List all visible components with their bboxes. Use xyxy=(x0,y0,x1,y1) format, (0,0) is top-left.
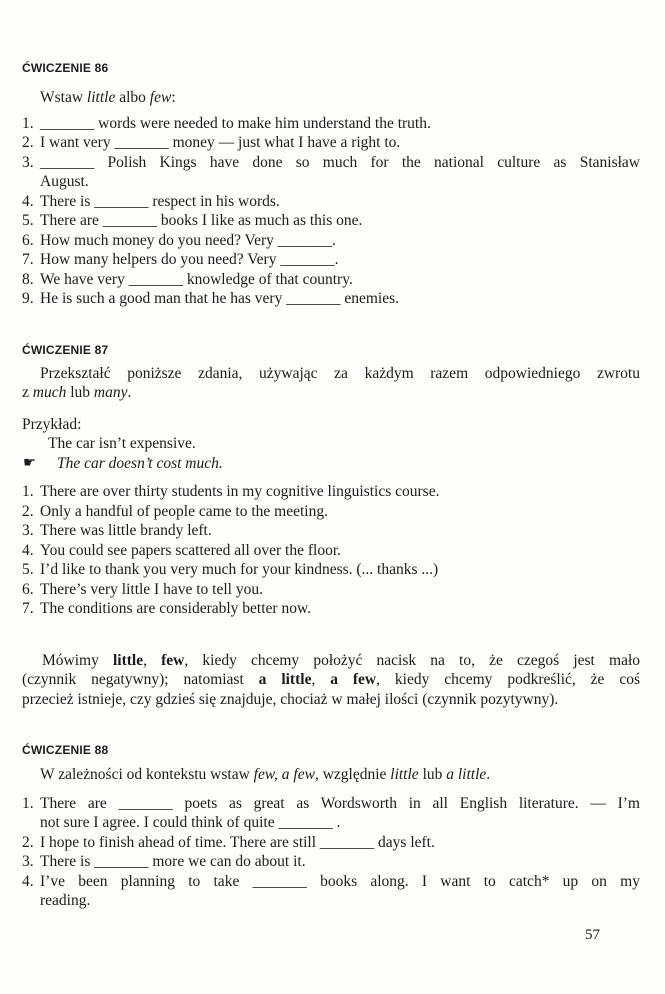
item-text: There is _______ more we can do about it. xyxy=(40,853,306,870)
item-text xyxy=(40,794,640,833)
example-result-row xyxy=(22,454,640,474)
term-much: much xyxy=(32,384,67,401)
instruction-text: , względnie xyxy=(314,766,391,783)
item-number: 3. xyxy=(22,853,34,870)
exercise-item xyxy=(22,133,640,153)
note-text: , kiedy chcemy położyć nacisk na to, że czegoś jest mało xyxy=(184,651,641,669)
note-text: , xyxy=(143,651,162,669)
exercise-88-instruction xyxy=(22,765,640,785)
item-text: _______ words were needed to make him understand the truth. xyxy=(40,114,431,132)
term-few: few xyxy=(149,89,172,106)
item-number: 8. xyxy=(22,270,34,288)
item-number: 3. xyxy=(22,153,34,171)
item-line: _______ Polish Kings have done so much for the national culture as Stanisław xyxy=(40,153,640,171)
item-number: 7. xyxy=(22,251,34,268)
item-text: There are over thirty students in my cognitive linguistics course. xyxy=(40,483,440,500)
note-line: przecież istnieje, czy gdzieś się znajduje, chociaż w małej ilości (czynnik pozytywny). xyxy=(22,690,559,708)
exercise-item xyxy=(22,153,640,192)
instruction-text: Wstaw xyxy=(40,89,87,106)
item-number: 6. xyxy=(22,580,34,598)
exercise-item xyxy=(22,541,640,561)
instruction-line: Przekształć poniższe zdania, używając za każdym razem odpowiedniego zwrotu xyxy=(40,364,640,382)
item-text: There was little brandy left. xyxy=(40,522,212,539)
term-little: little xyxy=(86,89,116,106)
term-little: little xyxy=(390,766,419,783)
item-number: 7. xyxy=(22,600,34,617)
note-text: , kiedy chcemy podkreślić, że coś xyxy=(376,671,640,688)
term-few-bold: few xyxy=(161,651,185,669)
term-a-little-bold: a little xyxy=(258,671,312,688)
instruction-text: . xyxy=(127,384,132,401)
item-text xyxy=(40,872,640,911)
exercise-87-header: ĆWICZENIE 87 xyxy=(22,342,109,357)
exercise-item xyxy=(22,521,640,541)
item-text: I’d like to thank you very much for your kindness. (... thanks ...) xyxy=(40,561,439,578)
item-number: 3. xyxy=(22,522,34,539)
term-few-a-few: few, a few xyxy=(253,766,315,783)
exercise-86-header: ĆWICZENIE 86 xyxy=(22,61,109,75)
instruction-text: . xyxy=(486,766,491,783)
item-number: 1. xyxy=(22,483,34,500)
item-text: How many helpers do you need? Very _______. xyxy=(40,251,339,268)
example-source-sentence: The car isn’t expensive. xyxy=(48,435,196,452)
item-number: 5. xyxy=(22,212,34,229)
example-label: Przykład: xyxy=(22,415,82,433)
exercise-87-instruction xyxy=(22,364,640,403)
item-text: Only a handful of people came to the meeting. xyxy=(40,502,328,520)
exercise-87-list xyxy=(22,482,640,619)
item-number: 9. xyxy=(22,290,34,307)
exercise-item xyxy=(22,250,640,270)
exercise-88-header: ĆWICZENIE 88 xyxy=(22,743,109,757)
exercise-86-instruction xyxy=(22,88,640,108)
item-number: 6. xyxy=(22,231,34,249)
note-text: Mówimy xyxy=(42,651,113,669)
exercise-item xyxy=(22,192,640,212)
exercise-item xyxy=(22,599,640,619)
item-number: 4. xyxy=(22,192,34,210)
item-text: I hope to finish ahead of time. There are still _______ days left. xyxy=(40,833,435,851)
instruction-text: lub xyxy=(66,384,94,401)
term-many: many xyxy=(93,384,128,401)
item-text: There’s very little I have to tell you. xyxy=(40,580,263,598)
item-text: We have very _______ knowledge of that country. xyxy=(40,270,353,288)
manicule-icon: ☛ xyxy=(23,454,36,471)
exercise-item xyxy=(22,270,640,290)
instruction-text: lub xyxy=(418,766,447,783)
item-number: 4. xyxy=(22,872,34,890)
exercise-item xyxy=(22,114,640,134)
item-text: I want very _______ money — just what I have a right to. xyxy=(40,134,401,151)
item-line: not sure I agree. I could think of quite _______ . xyxy=(40,814,341,831)
item-number: 1. xyxy=(22,794,34,812)
item-text: The conditions are considerably better now. xyxy=(40,600,312,617)
item-number: 2. xyxy=(22,833,34,851)
exercise-item xyxy=(22,502,640,522)
exercise-item xyxy=(22,560,640,580)
exercise-item xyxy=(22,852,640,872)
item-line: reading. xyxy=(40,892,91,909)
exercise-item xyxy=(22,872,640,911)
item-number: 2. xyxy=(22,502,34,520)
term-a-few-bold: a few xyxy=(330,671,377,688)
instruction-text: W zależności od kontekstu wstaw xyxy=(40,766,254,783)
item-number: 4. xyxy=(22,541,34,559)
item-text: There is _______ respect in his words. xyxy=(40,192,280,210)
term-a-little: a little xyxy=(446,766,487,783)
item-text: How much money do you need? Very _______. xyxy=(40,231,336,249)
exercise-88-list xyxy=(22,794,640,911)
grammar-note xyxy=(22,651,640,710)
item-line: I’ve been planning to take _______ books along. I want to catch* up on my xyxy=(40,872,640,890)
example-result-sentence: The car doesn’t cost much. xyxy=(57,454,223,472)
item-line: August. xyxy=(40,173,89,190)
item-number: 1. xyxy=(22,114,34,132)
instruction-line xyxy=(22,383,640,403)
note-text: (czynnik negatywny); natomiast xyxy=(22,671,259,688)
exercise-item xyxy=(22,833,640,853)
instruction-text: z xyxy=(22,384,33,401)
exercise-item xyxy=(22,794,640,833)
instruction-text: albo xyxy=(115,89,150,106)
term-little-bold: little xyxy=(112,651,144,669)
exercise-item xyxy=(22,580,640,600)
note-line xyxy=(22,651,640,671)
exercise-item xyxy=(22,231,640,251)
note-text: , xyxy=(311,671,331,688)
exercise-86-list xyxy=(22,114,640,309)
item-line: There are _______ poets as great as Wordsworth in all English literature. — I’m xyxy=(40,794,640,812)
item-text: He is such a good man that he has very _______ enemies. xyxy=(40,290,399,307)
exercise-item xyxy=(22,211,640,231)
exercise-item xyxy=(22,482,640,502)
instruction-text: : xyxy=(171,89,176,106)
item-text xyxy=(40,153,640,192)
page-number: 57 xyxy=(585,926,600,943)
item-text: You could see papers scattered all over the floor. xyxy=(40,541,342,559)
exercise-item xyxy=(22,289,640,309)
note-line xyxy=(22,670,640,690)
item-number: 2. xyxy=(22,134,34,151)
item-text: There are _______ books I like as much as this one. xyxy=(40,212,363,229)
item-number: 5. xyxy=(22,561,34,578)
